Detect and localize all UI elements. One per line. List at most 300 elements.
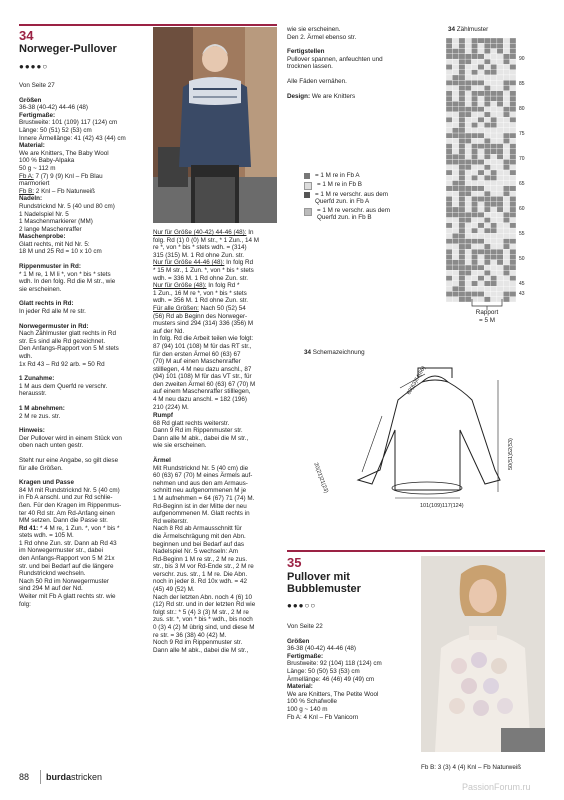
chart-cell xyxy=(446,181,452,186)
chart-label: 34 Zählmuster xyxy=(448,26,489,33)
chart-cell xyxy=(478,75,484,80)
chart-cell xyxy=(503,43,509,48)
chart-cell xyxy=(459,286,465,291)
chart-cell xyxy=(491,159,497,164)
chart-cell xyxy=(491,276,497,281)
chart-cell xyxy=(478,91,484,96)
chart-cell xyxy=(452,54,458,59)
chart-cell xyxy=(484,112,490,117)
chart-cell xyxy=(510,75,516,80)
chart-cell xyxy=(497,270,503,275)
chart-cell xyxy=(452,149,458,154)
chart-cell xyxy=(465,175,471,180)
chart-cell xyxy=(478,207,484,212)
chart-cell xyxy=(465,101,471,106)
chart-cell xyxy=(452,212,458,217)
chart-cell xyxy=(497,38,503,43)
chart-cell xyxy=(471,218,477,223)
chart-cell xyxy=(465,286,471,291)
chart-cell xyxy=(446,239,452,244)
chart-cell xyxy=(491,112,497,117)
chart-cell xyxy=(471,175,477,180)
pattern-title: Norweger-Pullover xyxy=(19,43,117,55)
chart-cell xyxy=(491,75,497,80)
chart-cell xyxy=(452,101,458,106)
chart-cell xyxy=(503,228,509,233)
chart-cell xyxy=(491,49,497,54)
chart-cell xyxy=(510,128,516,133)
chart-cell xyxy=(446,233,452,238)
chart-cell xyxy=(497,54,503,59)
chart-cell xyxy=(484,249,490,254)
chart-cell xyxy=(459,133,465,138)
chart-cell xyxy=(510,133,516,138)
chart-cell xyxy=(484,101,490,106)
chart-cell xyxy=(497,165,503,170)
chart-cell xyxy=(471,86,477,91)
chart-cell xyxy=(497,138,503,143)
chart-cell xyxy=(484,175,490,180)
chart-cell xyxy=(491,191,497,196)
chart-cell xyxy=(452,297,458,302)
chart-cell xyxy=(478,122,484,127)
chart-cell xyxy=(452,159,458,164)
chart-cell xyxy=(459,38,465,43)
chart-cell xyxy=(478,249,484,254)
chart-cell xyxy=(465,218,471,223)
header-rule-35 xyxy=(287,550,545,552)
chart-cell xyxy=(510,265,516,270)
chart-cell xyxy=(503,270,509,275)
text-line: re *, von * bis * stets wdh. = (314) xyxy=(153,244,247,252)
row-label: 80 xyxy=(519,106,525,112)
chart-cell xyxy=(497,75,503,80)
chart-cell xyxy=(491,43,497,48)
chart-cell xyxy=(491,265,497,270)
chart-cell xyxy=(459,207,465,212)
chart-cell xyxy=(446,286,452,291)
middle-column xyxy=(153,229,283,411)
chart-cell xyxy=(465,49,471,54)
chart-cell xyxy=(478,212,484,217)
text-line: musters sind 294 (314) 336 (356) M xyxy=(153,320,254,328)
chart-cell xyxy=(497,122,503,127)
chart-cell xyxy=(446,165,452,170)
chart-cell xyxy=(478,154,484,159)
chart-cell xyxy=(459,138,465,143)
chart-cell xyxy=(471,117,477,122)
chart-cell xyxy=(471,170,477,175)
chart-cell xyxy=(491,122,497,127)
chart-cell xyxy=(491,144,497,149)
chart-cell xyxy=(484,244,490,249)
chart-cell xyxy=(478,86,484,91)
chart-cell xyxy=(510,260,516,265)
chart-cell xyxy=(471,144,477,149)
chart-cell xyxy=(503,281,509,286)
chart-cell xyxy=(459,191,465,196)
chart-cell xyxy=(484,154,490,159)
chart-cell xyxy=(497,133,503,138)
chart-cell xyxy=(465,281,471,286)
chart-cell xyxy=(459,170,465,175)
chart-cell xyxy=(478,281,484,286)
chart-cell xyxy=(510,80,516,85)
middle-column-lower: Rumpf 68 Rd glatt rechts weiterstr. Dann 9 Rd im Rippenmuster str. Dann alle M abk., dabei die M str., wie sie erscheinen. Ärmel Mit Rundstricknd Nr. 5 (40 cm) die 60 (63) 67 (70) M eines Ärmels auf- nehmen und aus den am Armaus- schnitt neu aufgenommenen M je 1 M aufnehmen = 64 (67) 71 (74) M. Rd-Beginn ist in der Mitte der neu aufgenommenen M. Glatt rechts in Rd weiterstr. Nach 8 Rd ab Armausschnitt für die Ärmelschrägung mit den Abn. beginnen und bei Bedarf auf das Nadelspiel Nr. 5 wechseln: Am Rd-Beginn 1 M re str., 2 M re zus. str., bis 3 M vor Rd-Ende str., 2 M re verschr. zus. str., 1 M re. Die Abn. noch in jeder 8. Rd 10x wdh. = 42 (45) 49 (52) M. Nach der letzten Abn. noch 4 (6) 10 (12) Rd str. und in der letzten Rd wie folgt str.: * 5 (4) 3 (3) M str., 2 M re zus. str. *, von * bis * wdh., bis noch 0 (3) 4 (2) M übrig sind, und diese M re str. = 36 (38) 40 (42) M. Noch 9 Rd im Rippenmuster str. Dann alle M abk., dabei die M str., xyxy=(153,412,256,654)
chart-cell xyxy=(465,112,471,117)
chart-cell xyxy=(510,191,516,196)
row-label: 50 xyxy=(519,256,525,262)
text-line: Für alle Größen: Nach 50 (52) 54 xyxy=(153,304,246,312)
chart-cell xyxy=(478,170,484,175)
chart-cell xyxy=(491,228,497,233)
photo-bubble-pullover xyxy=(421,556,545,752)
chart-cell xyxy=(484,133,490,138)
chart-cell xyxy=(497,260,503,265)
chart-cell xyxy=(497,254,503,259)
chart-cell xyxy=(478,149,484,154)
chart-cell xyxy=(452,38,458,43)
chart-cell xyxy=(452,249,458,254)
chart-cell xyxy=(471,64,477,69)
chart-cell xyxy=(465,117,471,122)
chart-cell xyxy=(478,265,484,270)
chart-cell xyxy=(491,101,497,106)
chart-cell xyxy=(459,202,465,207)
chart-cell xyxy=(459,244,465,249)
chart-cell xyxy=(510,149,516,154)
text-line: Nur für Größe 44-46 (48): In folg Rd xyxy=(153,259,254,267)
chart-cell xyxy=(491,244,497,249)
chart-cell xyxy=(510,181,516,186)
chart-cell xyxy=(503,233,509,238)
chart-cell xyxy=(465,43,471,48)
chart-cell xyxy=(497,149,503,154)
chart-cell xyxy=(478,38,484,43)
measure-sleeve: 20(21)21(23) xyxy=(312,462,329,494)
chart-cell xyxy=(459,196,465,201)
right-column: wie sie erscheinen. Den 2. Ärmel ebenso str. Fertigstellen Pullover spannen, anfeuchten und trocknen lassen. Alle Fäden vernähen. Design: We are Knitters xyxy=(287,26,383,100)
chart-cell xyxy=(478,181,484,186)
chart-cell xyxy=(465,80,471,85)
chart-cell xyxy=(510,107,516,112)
chart-cell xyxy=(484,122,490,127)
row-label: 55 xyxy=(519,231,525,237)
chart-cell xyxy=(484,191,490,196)
chart-cell xyxy=(497,86,503,91)
chart-cell xyxy=(459,101,465,106)
chart-cell xyxy=(471,260,477,265)
chart-cell xyxy=(491,212,497,217)
chart-cell xyxy=(484,70,490,75)
chart-cell xyxy=(510,175,516,180)
chart-cell xyxy=(510,281,516,286)
chart-cell xyxy=(478,202,484,207)
chart-cell xyxy=(471,138,477,143)
chart-cell xyxy=(510,254,516,259)
chart-cell xyxy=(478,165,484,170)
chart-cell xyxy=(446,122,452,127)
chart-cell xyxy=(452,233,458,238)
chart-cell xyxy=(465,276,471,281)
chart-cell xyxy=(491,175,497,180)
chart-cell xyxy=(459,254,465,259)
chart-cell xyxy=(465,212,471,217)
chart-cell xyxy=(459,218,465,223)
chart-cell xyxy=(478,43,484,48)
chart-cell xyxy=(446,75,452,80)
chart-cell xyxy=(471,249,477,254)
chart-cell xyxy=(491,80,497,85)
chart-cell xyxy=(465,181,471,186)
chart-cell xyxy=(491,249,497,254)
chart-cell xyxy=(471,254,477,259)
chart-cell xyxy=(471,207,477,212)
chart-cell xyxy=(465,196,471,201)
chart-cell xyxy=(452,112,458,117)
chart-cell xyxy=(471,181,477,186)
chart-cell xyxy=(452,133,458,138)
chart-cell xyxy=(484,54,490,59)
chart-cell xyxy=(484,96,490,101)
chart-cell xyxy=(510,112,516,117)
chart-cell xyxy=(510,159,516,164)
chart-cell xyxy=(503,54,509,59)
chart-cell xyxy=(484,223,490,228)
chart-cell xyxy=(503,165,509,170)
chart-cell xyxy=(497,128,503,133)
chart-cell xyxy=(459,59,465,64)
chart-cell xyxy=(503,49,509,54)
chart-cell xyxy=(452,154,458,159)
chart-cell xyxy=(510,186,516,191)
chart-cell xyxy=(497,59,503,64)
chart-cell xyxy=(471,75,477,80)
chart-cell xyxy=(510,165,516,170)
chart-cell xyxy=(478,159,484,164)
chart-cell xyxy=(478,270,484,275)
chart-cell xyxy=(459,128,465,133)
chart-cell xyxy=(452,265,458,270)
chart-cell xyxy=(446,138,452,143)
chart-cell xyxy=(446,128,452,133)
chart-cell xyxy=(471,202,477,207)
pattern-title-35: Pullover mit Bubblemuster xyxy=(287,571,361,595)
chart-cell xyxy=(478,101,484,106)
chart-cell xyxy=(491,223,497,228)
chart-cell xyxy=(510,228,516,233)
chart-cell xyxy=(452,165,458,170)
chart-cell xyxy=(478,59,484,64)
chart-cell xyxy=(497,175,503,180)
chart-cell xyxy=(503,75,509,80)
footer-divider xyxy=(40,770,41,784)
chart-cell xyxy=(452,117,458,122)
chart-cell xyxy=(452,196,458,201)
chart-cell xyxy=(459,107,465,112)
chart-cell xyxy=(503,59,509,64)
chart-cell xyxy=(459,154,465,159)
chart-cell xyxy=(510,291,516,296)
chart-cell xyxy=(446,291,452,296)
chart-cell xyxy=(471,133,477,138)
chart-cell xyxy=(459,265,465,270)
chart-cell xyxy=(503,133,509,138)
chart-cell xyxy=(510,276,516,281)
chart-cell xyxy=(446,265,452,270)
chart-cell xyxy=(484,170,490,175)
chart-cell xyxy=(484,291,490,296)
chart-cell xyxy=(491,186,497,191)
text-line: wdh. = 356 M. 1 Rd ohne Zun. str. xyxy=(153,297,249,305)
chart-cell xyxy=(446,54,452,59)
chart-cell xyxy=(459,281,465,286)
chart-cell xyxy=(471,286,477,291)
chart-cell xyxy=(471,212,477,217)
text-line: wdh. = 336 M. 1 Rd ohne Zun. str. xyxy=(153,274,249,282)
chart-cell xyxy=(510,207,516,212)
chart-cell xyxy=(491,117,497,122)
chart-cell xyxy=(471,233,477,238)
chart-cell xyxy=(491,107,497,112)
chart-cell xyxy=(478,128,484,133)
chart-cell xyxy=(491,91,497,96)
chart-cell xyxy=(491,239,497,244)
chart-cell xyxy=(484,186,490,191)
chart-cell xyxy=(446,270,452,275)
chart-cell xyxy=(497,276,503,281)
text-line: auf der Nd. xyxy=(153,327,185,335)
chart-cell xyxy=(491,59,497,64)
chart-cell xyxy=(497,281,503,286)
chart-cell xyxy=(503,297,509,302)
chart-cell xyxy=(497,207,503,212)
chart-cell xyxy=(491,254,497,259)
chart-cell xyxy=(471,80,477,85)
chart-cell xyxy=(478,276,484,281)
chart-cell xyxy=(446,159,452,164)
chart-cell xyxy=(478,291,484,296)
chart-cell xyxy=(452,64,458,69)
chart-cell xyxy=(503,112,509,117)
text-line: (94) 101 (108) M für das VT str., für xyxy=(153,373,252,381)
chart-cell xyxy=(478,175,484,180)
chart-cell xyxy=(465,138,471,143)
chart-cell xyxy=(478,239,484,244)
row-label: 75 xyxy=(519,131,525,137)
chart-cell xyxy=(446,212,452,217)
chart-cell xyxy=(459,64,465,69)
chart-cell xyxy=(471,43,477,48)
chart-cell xyxy=(452,122,458,127)
chart-cell xyxy=(478,144,484,149)
chart-cell xyxy=(459,80,465,85)
text-line: für den ersten Ärmel 60 (63) 67 xyxy=(153,350,241,358)
chart-cell xyxy=(497,212,503,217)
chart-cell xyxy=(491,270,497,275)
chart-cell xyxy=(459,96,465,101)
chart-cell xyxy=(452,86,458,91)
chart-cell xyxy=(484,64,490,69)
chart-cell xyxy=(484,138,490,143)
chart-cell xyxy=(446,297,452,302)
row-label: 65 xyxy=(519,181,525,187)
chart-cell xyxy=(478,191,484,196)
chart-cell xyxy=(484,38,490,43)
chart-cell xyxy=(465,191,471,196)
chart-cell xyxy=(510,249,516,254)
chart-cell xyxy=(497,49,503,54)
chart-cell xyxy=(510,239,516,244)
chart-cell xyxy=(471,154,477,159)
chart-cell xyxy=(465,107,471,112)
chart-cell xyxy=(484,59,490,64)
chart-cell xyxy=(503,254,509,259)
chart-cell xyxy=(491,181,497,186)
chart-cell xyxy=(465,154,471,159)
chart-cell xyxy=(510,117,516,122)
chart-cell xyxy=(484,117,490,122)
chart-cell xyxy=(503,291,509,296)
chart-cell xyxy=(491,96,497,101)
chart-cell xyxy=(491,286,497,291)
chart-cell xyxy=(471,107,477,112)
difficulty-dots: ●●●●○ xyxy=(19,62,49,71)
chart-cell xyxy=(478,96,484,101)
chart-cell xyxy=(484,181,490,186)
chart-cell xyxy=(484,144,490,149)
chart-cell xyxy=(510,64,516,69)
chart-cell xyxy=(459,165,465,170)
chart-cell xyxy=(503,265,509,270)
chart-cell xyxy=(510,144,516,149)
chart-cell xyxy=(497,80,503,85)
chart-cell xyxy=(452,181,458,186)
chart-cell xyxy=(465,159,471,164)
chart-cell xyxy=(478,117,484,122)
chart-cell xyxy=(484,165,490,170)
chart-cell xyxy=(459,122,465,127)
chart-cell xyxy=(465,38,471,43)
chart-cell xyxy=(491,281,497,286)
chart-cell xyxy=(503,64,509,69)
chart-cell xyxy=(497,265,503,270)
chart-cell xyxy=(459,144,465,149)
chart-cell xyxy=(471,91,477,96)
chart-cell xyxy=(478,218,484,223)
chart-cell xyxy=(503,186,509,191)
chart-cell xyxy=(484,49,490,54)
chart-cell xyxy=(491,207,497,212)
chart-cell xyxy=(510,270,516,275)
chart-cell xyxy=(465,254,471,259)
chart-cell xyxy=(510,49,516,54)
chart-cell xyxy=(503,149,509,154)
chart-cell xyxy=(484,276,490,281)
chart-cell xyxy=(471,270,477,275)
p35-column: Von Seite 22 Größen 36-38 (40-42) 44-46 (48) Fertigmaße: Brustweite: 92 (104) 118 (124) cm Länge: 50 (50) 53 (53) cm Ärmellänge: 46 (46) 49 (49) cm Material: We are Knitters, The Petite Wool 100 % Schafwolle 100 g ~ 140 m Fb A: 4 Knl – Fb Vanicorn xyxy=(287,623,382,721)
chart-cell xyxy=(503,207,509,212)
text-line: (70) M auf einen Maschenraffer xyxy=(153,358,241,366)
chart-cell xyxy=(446,149,452,154)
chart-cell xyxy=(510,43,516,48)
chart-cell xyxy=(503,117,509,122)
knitting-chart xyxy=(446,38,516,302)
chart-cell xyxy=(497,286,503,291)
chart-cell xyxy=(478,260,484,265)
chart-cell xyxy=(459,233,465,238)
pattern-number-35: 35 xyxy=(287,555,302,570)
